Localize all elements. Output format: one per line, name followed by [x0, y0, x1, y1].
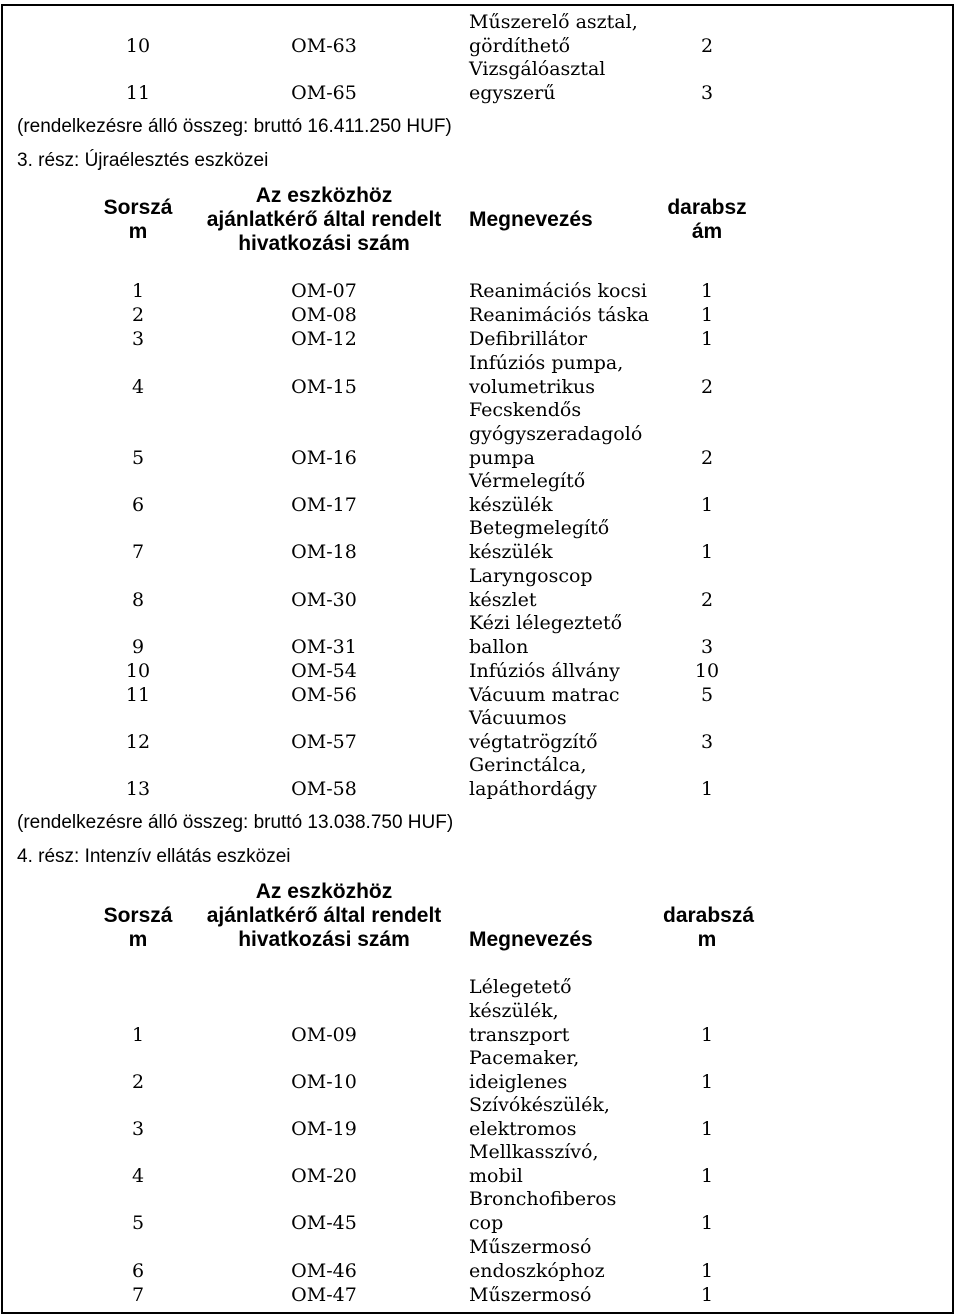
row-reference: OM-31: [291, 636, 357, 658]
row-number: 11: [125, 684, 151, 706]
row-quantity: 1: [700, 304, 714, 326]
row-name: Műszermosó endoszkóphoz: [469, 1236, 605, 1282]
row-quantity: 1: [700, 541, 714, 563]
header-name: Megnevezés: [469, 208, 593, 231]
row-number: 3: [131, 1118, 145, 1140]
row-quantity: 1: [700, 1071, 714, 1093]
row-reference: OM-63: [291, 35, 357, 57]
row-name: Műszermosó: [469, 1284, 592, 1306]
row-quantity: 5: [700, 684, 714, 706]
row-reference: OM-16: [291, 447, 357, 469]
row-name: Reanimációs kocsi: [469, 280, 647, 302]
row-number: 11: [125, 82, 151, 104]
section-title: 4. rész: Intenzív ellátás eszközei: [17, 846, 291, 867]
row-number: 1: [131, 280, 145, 302]
header-reference: Az eszközhöz ajánlatkérő által rendelt hivatkozási szám: [206, 184, 442, 255]
row-name: Reanimációs táska: [469, 304, 650, 326]
row-reference: OM-19: [291, 1118, 357, 1140]
header-name: Megnevezés: [469, 928, 593, 951]
row-reference: OM-54: [291, 660, 357, 682]
row-name: Fecskendős gyógyszeradagoló pumpa: [469, 399, 643, 469]
row-quantity: 3: [700, 731, 714, 753]
header-reference: Az eszközhöz ajánlatkérő által rendelt hivatkozási szám: [206, 880, 442, 951]
row-reference: OM-17: [291, 494, 357, 516]
row-number: 6: [131, 1260, 145, 1282]
row-quantity: 1: [700, 1118, 714, 1140]
row-reference: OM-30: [291, 589, 357, 611]
row-quantity: 10: [694, 660, 720, 682]
row-quantity: 3: [700, 636, 714, 658]
row-reference: OM-12: [291, 328, 357, 350]
budget-note: (rendelkezésre álló összeg: bruttó 13.038.750 HUF): [17, 812, 454, 833]
row-reference: OM-57: [291, 731, 357, 753]
row-number: 2: [131, 1071, 145, 1093]
header-quantity: darabszá m: [663, 904, 755, 951]
row-number: 5: [131, 447, 145, 469]
row-reference: OM-20: [291, 1165, 357, 1187]
row-name: Vérmelegítő készülék: [469, 470, 586, 516]
row-quantity: 1: [700, 1165, 714, 1187]
row-number: 9: [131, 636, 145, 658]
row-name: Szívókészülék, elektromos: [469, 1094, 610, 1140]
header-number: Sorszá m: [103, 196, 173, 243]
row-name: Infúziós pumpa, volumetrikus: [469, 352, 624, 398]
row-quantity: 1: [700, 328, 714, 350]
row-name: Kézi lélegeztető ballon: [469, 612, 623, 658]
row-quantity: 2: [700, 376, 714, 398]
row-quantity: 2: [700, 35, 714, 57]
row-reference: OM-09: [291, 1024, 357, 1046]
section-title: 3. rész: Újraélesztés eszközei: [17, 150, 269, 171]
row-quantity: 1: [700, 778, 714, 800]
row-number: 7: [131, 1284, 145, 1306]
row-reference: OM-56: [291, 684, 357, 706]
row-quantity: 1: [700, 280, 714, 302]
row-number: 10: [125, 35, 151, 57]
row-reference: OM-47: [291, 1284, 357, 1306]
row-reference: OM-65: [291, 82, 357, 104]
row-reference: OM-45: [291, 1212, 357, 1234]
header-number: Sorszá m: [103, 904, 173, 951]
row-number: 1: [131, 1024, 145, 1046]
row-name: Mellkasszívó, mobil: [469, 1141, 599, 1187]
row-name: Gerinctálca, lapáthordágy: [469, 754, 597, 800]
document-page: [1, 4, 954, 1314]
row-reference: OM-46: [291, 1260, 357, 1282]
row-quantity: 1: [700, 1212, 714, 1234]
row-number: 12: [125, 731, 151, 753]
row-number: 3: [131, 328, 145, 350]
row-name: Defibrillátor: [469, 328, 588, 350]
row-reference: OM-58: [291, 778, 357, 800]
row-name: Lélegetető készülék, transzport: [469, 976, 572, 1046]
row-name: Bronchofiberos cop: [469, 1188, 617, 1234]
row-quantity: 1: [700, 1284, 714, 1306]
row-number: 4: [131, 1165, 145, 1187]
row-name: Pacemaker, ideiglenes: [469, 1047, 580, 1093]
row-number: 8: [131, 589, 145, 611]
row-number: 6: [131, 494, 145, 516]
row-quantity: 2: [700, 447, 714, 469]
row-name: Infúziós állvány: [469, 660, 620, 682]
row-name: Műszerelő asztal, gördíthető: [469, 11, 638, 57]
row-number: 10: [125, 660, 151, 682]
row-quantity: 1: [700, 1260, 714, 1282]
row-reference: OM-07: [291, 280, 357, 302]
row-name: Laryngoscop készlet: [469, 565, 593, 611]
row-quantity: 3: [700, 82, 714, 104]
header-quantity: darabsz ám: [667, 196, 747, 243]
row-name: Vizsgálóasztal egyszerű: [469, 58, 606, 104]
row-name: Vácuumos végtatrögzítő: [469, 707, 598, 753]
row-name: Betegmelegítő készülék: [469, 517, 610, 563]
row-number: 4: [131, 376, 145, 398]
row-number: 2: [131, 304, 145, 326]
row-reference: OM-08: [291, 304, 357, 326]
row-number: 5: [131, 1212, 145, 1234]
row-reference: OM-15: [291, 376, 357, 398]
budget-note: (rendelkezésre álló összeg: bruttó 16.411.250 HUF): [17, 116, 452, 137]
row-reference: OM-10: [291, 1071, 357, 1093]
row-quantity: 1: [700, 1024, 714, 1046]
row-number: 13: [125, 778, 151, 800]
row-number: 7: [131, 541, 145, 563]
row-reference: OM-18: [291, 541, 357, 563]
row-quantity: 1: [700, 494, 714, 516]
row-name: Vácuum matrac: [469, 684, 620, 706]
row-quantity: 2: [700, 589, 714, 611]
